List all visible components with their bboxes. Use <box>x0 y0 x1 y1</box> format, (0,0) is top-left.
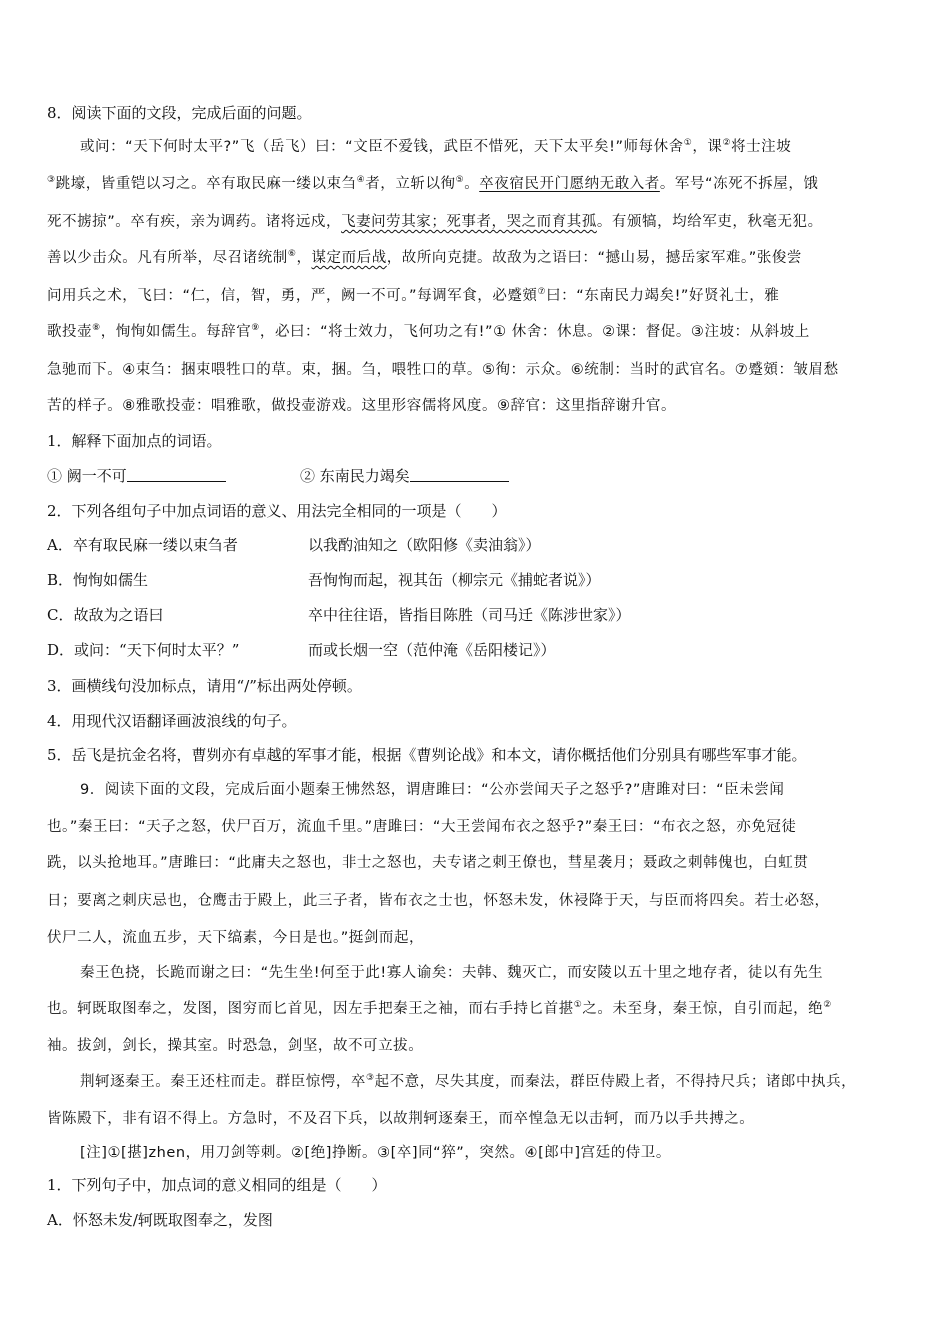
q9-passage-line: 也。轲既取图奉之，发图，图穷而匕首见，因左手把秦王之袖，而右手持匕首揕①之。未至身，秦王惊，自引而起，绝② <box>47 1000 832 1017</box>
q9-sub1-stem: 1．下列句子中，加点词的意义相同的组是（ ） <box>47 1176 387 1194</box>
q9-passage-line: 跣，以头抢地耳。”唐雎曰：“此庸夫之怒也，非士之怒也，夫专诸之刺王僚也，彗星袭月；聂政之刺韩傀也，白虹贯 <box>47 855 809 871</box>
q8-sub2-option: C．故敌为之语曰 卒中往往语，皆指目陈胜（司马迁《陈涉世家》） <box>47 606 631 624</box>
underlined-sentence: 卒夜宿民开门愿纳无敢入者 <box>479 176 660 192</box>
q8-notes-line: 苦的样子。⑧雅歌投壶：唱雅歌，做投壶游戏。这里形容儒将风度。⑨辞官：这里指辞谢升官。 <box>47 398 677 414</box>
q8-notes-line: 急驰而下。④束刍：捆束喂牲口的草。束，捆。刍，喂牲口的草。⑤徇：示众。⑥统制：当时的武官名。⑦蹙頞：皱眉愁 <box>47 362 839 378</box>
q8-sub2-option: A．卒有取民麻一缕以束刍者 以我酌油知之（欧阳修《卖油翁》） <box>47 536 541 554</box>
answer-blank[interactable] <box>410 467 509 482</box>
q9-passage-line: 袖。拔剑，剑长，操其室。时恐急，剑坚，故不可立拔。 <box>47 1038 424 1054</box>
q8-passage-line: 善以少击众。凡有所举，尽召诸统制⑥，谋定而后战，故所向克捷。故敌为之语曰：“撼山易，撼岳家军难。”张俊尝 <box>47 249 802 266</box>
wavy-sentence: 谋定而后战 <box>311 250 387 266</box>
q9-passage-line: 荆轲逐秦王。秦王还柱而走。群臣惊愕，卒③起不意，尽失其度，而秦法，群臣侍殿上者，不得持尺兵；诸郎中执兵， <box>80 1073 857 1090</box>
q8-sub2-option: B．恂恂如儒生 吾恂恂而起，视其缶（柳宗元《捕蛇者说》） <box>47 571 601 589</box>
q8-sub1-items: ① 阙一不可 ② 东南民力竭矣 <box>47 466 907 486</box>
q9-sub1-option: A．怀怒未发/轲既取图奉之，发图 <box>47 1211 273 1229</box>
q9-note: [注]①[揕]zhen，用刀剑等刺。②[绝]挣断。③[卒]同“猝”，突然。④[郎中]宫廷的侍卫。 <box>80 1145 671 1161</box>
q8-passage-line: 或问：“天下何时太平?”飞（岳飞）曰：“文臣不爱钱，武臣不惜死，天下太平矣!”师每休舍①，课②将士注坡 <box>80 138 792 155</box>
q9-passage-line: 也。”秦王曰：“天子之怒，伏尸百万，流血千里。”唐雎曰：“大王尝闻布衣之怒乎?”秦王曰：“布衣之怒，亦免冠徒 <box>47 819 797 835</box>
q8-sub2-stem: 2．下列各组句子中加点词语的意义、用法完全相同的一项是（ ） <box>47 502 507 520</box>
q8-passage-line: 歌投壶⑧，恂恂如儒生。每辞官⑨，必曰：“将士效力，飞何功之有!”① 休舍：休息。②课：督促。③注坡：从斜坡上 <box>47 323 810 340</box>
q8-passage-line: ③跳壕，皆重铠以习之。卒有取民麻一缕以束刍④者，立斩以徇⑤。卒夜宿民开门愿纳无敢入者。军号“冻死不拆屋，饿 <box>47 175 819 192</box>
wavy-sentence: 飞妻问劳其家；死事者，哭之而育其孤 <box>341 214 597 230</box>
q9-passage-line: 9．阅读下面的文段，完成后面小题秦王怫然怒，谓唐雎曰：“公亦尝闻天子之怒乎?”唐雎对曰：“臣未尝闻 <box>80 782 785 798</box>
answer-blank[interactable] <box>127 467 226 482</box>
q9-passage-line: 皆陈殿下，非有诏不得上。方急时，不及召下兵，以故荆轲逐秦王，而卒惶急无以击轲，而乃以手共搏之。 <box>47 1111 755 1127</box>
q8-sub2-option: D．或问：“天下何时太平？” 而或长烟一空（范仲淹《岳阳楼记》） <box>47 641 556 659</box>
q8-title: 8．阅读下面的文段，完成后面的问题。 <box>47 104 312 122</box>
q8-passage-line: 死不掳掠”。卒有疾，亲为调药。诸将远戍，飞妻问劳其家；死事者，哭之而育其孤。有颁犒，均给军吏，秋毫无犯。 <box>47 214 823 230</box>
q9-passage-line: 日；要离之刺庆忌也，仓鹰击于殿上，此三子者，皆布衣之士也，怀怒未发，休祲降于天，与臣而将四矣。若士必怒， <box>47 893 830 909</box>
q8-sub1-stem: 1．解释下面加点的词语。 <box>47 432 222 450</box>
q9-passage-line: 秦王色挠，长跪而谢之曰：“先生坐!何至于此!寡人谕矣：夫韩、魏灭亡，而安陵以五十里之地存者，徒以有先生 <box>80 965 824 981</box>
q8-sub5: 5．岳飞是抗金名将，曹刿亦有卓越的军事才能，根据《曹刿论战》和本文，请你概括他们分别具有哪些军事才能。 <box>47 746 807 764</box>
q8-sub4: 4．用现代汉语翻译画波浪线的句子。 <box>47 712 297 730</box>
q9-passage-line: 伏尸二人，流血五步，天下缟素，今日是也。”挺剑而起， <box>47 930 425 946</box>
q8-sub3: 3．画横线句没加标点，请用“/”标出两处停顿。 <box>47 677 362 695</box>
q8-passage-line: 问用兵之术，飞曰：“仁，信，智，勇，严，阙一不可。”每调军食，必蹙頞⑦曰：“东南民力竭矣!”好贤礼士，雅 <box>47 287 780 304</box>
